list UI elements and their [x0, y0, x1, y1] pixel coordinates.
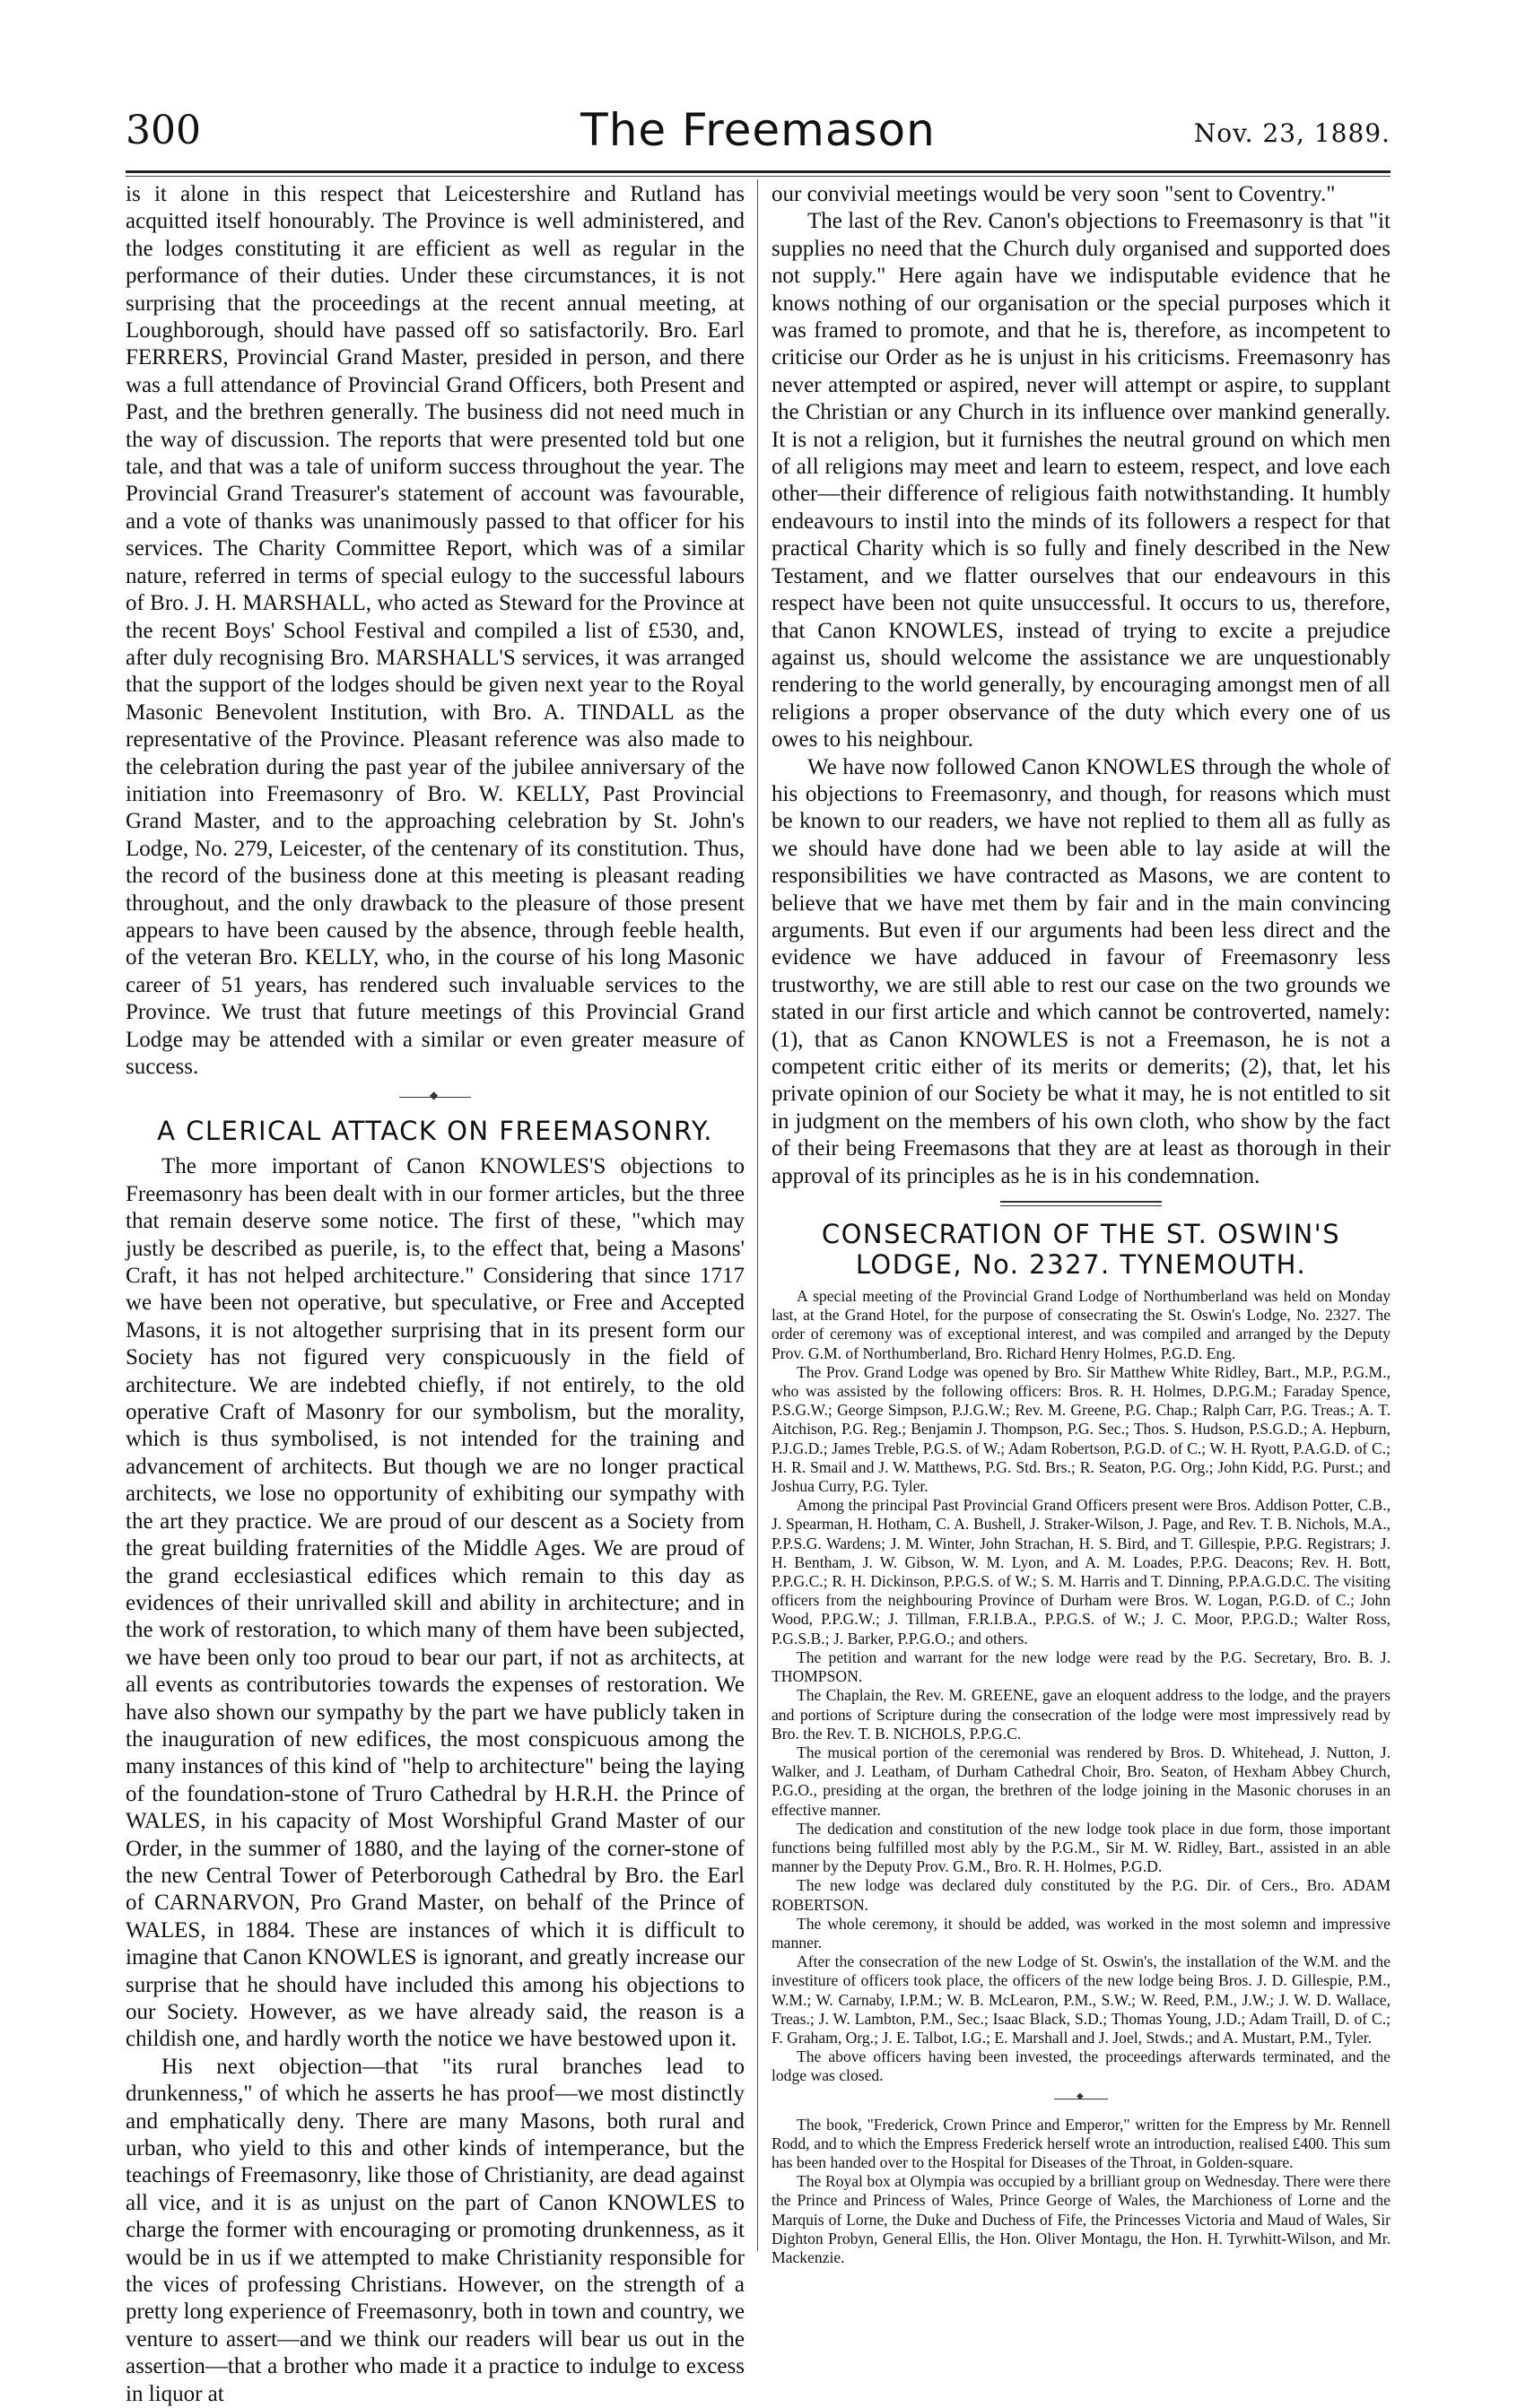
report-paragraph: The Prov. Grand Lodge was opened by Bro. Sir Matthew White Ridley, Bart., M.P., P.G.M., who was assisted by the following officers: Bros. R. H. Holmes, D.P.G.M.; Faraday Spence, P.S.G.W.; George Simpson, P.J.G.W.; Rev. M. Greene, P.G. Chap.; Ralph Carr, P.G. Treas.; A. T. Aitchison, P.G. Reg.; Benjamin J. Thompson, P.G. Sec.; Thos. S. Hudson, P.S.G.D.; A. Hepburn, P.J.G.D.; James Treble, P.G.S. of W.; Adam Robertson, P.G.D. of C.; W. H. Ryott, P.A.G.D. of C.; H. R. Smail and J. W. Matthews, P.G. Std. Brs.; R. Seaton, P.G. Org.; John Kidd, P.G. Purst.; and Joshua Curry, P.G. Tyler.	[772, 1362, 1391, 1496]
article-paragraph: His next objection—that "its rural branches lead to drunkenness," of which he asserts he has proof—we most distinctly and emphatically deny. There are many Masons, both rural and urban, who yield to this and other kinds of intemperance, but the teachings of Freemasonry, like those of Christianity, are dead against all vice, and it is as unjust on the part of Canon KNOWLES to charge the former with encouraging or promoting drunkenness, as it would be in us if we attempted to make Christianity responsible for the vices of professing Christians. However, on the strength of a pretty long experience of Freemasonry, both in town and country, we venture to assert—and we think our readers will bear us out in the assertion—that a brother who made it a practice to indulge to excess in liquor at	[126, 2054, 745, 2406]
consecration-report	[772, 1287, 1391, 2086]
masthead	[126, 104, 1391, 167]
article-continuation	[772, 181, 1391, 1190]
issue-date: Nov. 23, 1889.	[1193, 118, 1391, 148]
right-column	[772, 181, 1391, 2267]
report-paragraph: The new lodge was declared duly constituted by the P.G. Dir. of Cers., Bro. ADAM ROBERTSON.	[772, 1876, 1391, 1914]
column-divider	[757, 179, 758, 2251]
article-paragraph: The last of the Rev. Canon's objections to Freemasonry is that "it supplies no need that the Church duly organised and supported does not supply." Here again have we indisputable evidence that he knows nothing of our organisation or the special purposes which it was framed to promote, and that he is, therefore, as incompetent to criticise our Order as he is unjust in his criticisms. Freemasonry has never attempted or aspired, never will attempt or aspire, to supplant the Christian or any Church in its influence over mankind generally. It is not a religion, but it furnishes the neutral ground on which men of all religions may meet and learn to esteem, respect, and love each other—their difference of religious faith notwithstanding. It humbly endeavours to instil into the minds of its followers a respect for that practical Charity which is so fully and finely described in the New Testament, and we flatter ourselves that our endeavours in this respect have been not quite unsuccessful. It occurs to us, therefore, that Canon KNOWLES, instead of trying to excite a prejudice against us, should welcome the assistance we are unquestionably rendering to the world generally, by encouraging amongst men of all religions a proper observance of the duty which every one of us owes to his neighbour.	[772, 209, 1391, 752]
news-notes	[772, 2116, 1391, 2268]
header-rule	[126, 170, 1391, 173]
header-rule-thin	[126, 176, 1391, 177]
article-paragraph: The more important of Canon KNOWLES'S objections to Freemasonry has been dealt with in our former articles, but the three that remain deserve some notice. The first of these, "which may justly be described as puerile, is, to the effect that, being a Masons' Craft, it has not helped architecture." Considering that since 1717 we have been not operative, but speculative, or Free and Accepted Masons, it is not altogether surprising that in its present form our Society has not figured very conspicuously in the field of architecture. We are indebted chiefly, if not entirely, to the old operative Craft of Masonry for our symbolism, but the morality, which is thus symbolised, is not intended for the training and advancement of architects. But though we are no longer practical architects, we lose no opportunity of exhibiting our sympathy with the art they practice. We are proud of our descent as a Society from the great building fraternities of the Middle Ages. We are proud of the grand ecclesiastical edifices which remain to this day as evidences of their unrivalled skill and ability in architecture; and in the work of restoration, to which many of them have been subjected, we have been only too proud to bear our part, if not as architects, at all events as contributories towards the expenses of restoration. We have also shown our sympathy by the part we have publicly taken in the inauguration of new edifices, the most conspicuous among the many instances of this kind of "help to architecture" being the laying of the foundation-stone of Truro Cathedral by H.R.H. the Prince of WALES, in his capacity of Most Worshipful Grand Master of our Order, in the summer of 1880, and the laying of the corner-stone of the new Central Tower of Peterborough Cathedral by Bro. the Earl of CARNARVON, Pro Grand Master, on behalf of the Prince of WALES, in 1884. These are instances of which it is difficult to imagine that Canon KNOWLES is ignorant, and greatly increase our surprise that he should have included this among his objections to our Society. However, as we have already said, the reason is a childish one, and hardly worth the notice we have bestowed upon it.	[126, 1154, 745, 2052]
report-paragraph: The above officers having been invested, the proceedings afterwards terminated, and the lodge was closed.	[772, 2047, 1391, 2085]
report-paragraph: The whole ceremony, it should be added, was worked in the most solemn and impressive manner.	[772, 1914, 1391, 1952]
consecration-heading: CONSECRATION OF THE ST. OSWIN'S LODGE, No. 2327. TYNEMOUTH.	[821, 1219, 1341, 1281]
report-paragraph: The musical portion of the ceremonial was rendered by Bros. D. Whitehead, J. Nutton, J. Walker, and J. Leatham, of Durham Cathedral Choir, Bro. Seaton, of Hexham Abbey Church, P.G.O., presiding at the organ, the brethren of the lodge joining in the Masonic choruses in an effective manner.	[772, 1743, 1391, 1819]
report-paragraph: The dedication and constitution of the new lodge took place in due form, those important functions being fulfilled most ably by the P.G.M., Sir M. W. Ridley, Bart., assisted in an able manner by the Deputy Prov. G.M., Bro. R. H. Holmes, P.G.D.	[772, 1819, 1391, 1876]
report-paragraph: A special meeting of the Provincial Grand Lodge of Northumberland was held on Monday last, at the Grand Hotel, for the purpose of consecrating the St. Oswin's Lodge, No. 2327. The order of ceremony was of exceptional interest, and was compiled and arranged by the Deputy Prov. G.M. of Northumberland, Bro. Richard Henry Holmes, P.G.D. Eng.	[772, 1287, 1391, 1362]
section-double-rule	[1000, 1201, 1162, 1206]
article-heading: A CLERICAL ATTACK ON FREEMASONRY.	[157, 1116, 713, 1147]
report-paragraph: Among the principal Past Provincial Grand Officers present were Bros. Addison Potter, C.B., J. Spearman, H. Hotham, C. A. Bushell, J. Straker-Wilson, J. Page, and Rev. T. B. Nichols, M.A., P.P.S.G. Wardens; J. M. Winter, John Strachan, H. S. Bird, and T. Gillespie, P.P.G. Registrars; J. H. Bentham, J. W. Gibson, W. M. Lyon, and A. M. Loades, P.P.G. Deacons; Rev. H. Bott, P.P.G.C.; R. H. Dickinson, P.P.G.S. of W.; S. M. Harris and T. Dinning, P.P.A.G.D.C. The visiting officers from the neighbouring Province of Durham were Bros. W. Logan, P.G.D. of C.; John Wood, P.P.G.W.; J. Tillman, F.R.I.B.A., P.P.G.S. of W.; J. C. Moor, P.P.G.D.; Walter Ross, P.G.S.B.; J. Barker, P.P.G.O.; and others.	[772, 1496, 1391, 1647]
journal-title: The Freemason	[580, 104, 936, 156]
report-paragraph: The Chaplain, the Rev. M. GREENE, gave an eloquent address to the lodge, and the prayers and portions of Scripture during the consecration of the lodge were most impressively read by Bro. the Rev. T. B. NICHOLS, P.P.G.C.	[772, 1686, 1391, 1743]
page-number: 300	[126, 108, 201, 153]
article-paragraph: We have now followed Canon KNOWLES through the whole of his objections to Freemasonry, and though, for reasons which must be known to our readers, we have not replied to them all as fully as we should have done had we been able to lay aside at will the responsibilities we have contracted as Masons, we are content to believe that we have met them by fair and in the main convincing arguments. But even if our arguments had been less direct and the evidence we have adduced in favour of Freemasonry less trustworthy, we are still able to rest our case on the two grounds we stated in our first article and which cannot be controverted, namely: (1), that as Canon KNOWLES is not a Freemason, he is not a competent critic either of its merits or demerits; (2), that, let his private opinion of our Society be what it may, he is not entitled to sit in judgment on the members of his own cloth, who show by the fact of their being Freemasons that they are at least as thorough in their approval of its principles as he is in his condemnation.	[772, 754, 1391, 1188]
article-paragraph: our convivial meetings would be very soon "sent to Coventry."	[772, 182, 1336, 206]
report-paragraph: The petition and warrant for the new lodge were read by the P.G. Secretary, Bro. B. J. THOMPSON.	[772, 1647, 1391, 1686]
news-note: The book, "Frederick, Crown Prince and Emperor," written for the Empress by Mr. Rennell Rodd, and to which the Empress Frederick herself wrote an introduction, realised £400. This sum has been handed over to the Hospital for Diseases of the Throat, in Golden-square.	[772, 2115, 1391, 2171]
news-note: The Royal box at Olympia was occupied by a brilliant group on Wednesday. There were there the Prince and Princess of Wales, Prince George of Wales, the Marchioness of Lorne and the Marquis of Lorne, the Duke and Duchess of Fife, the Princesses Victoria and Maud of Wales, Sir Dighton Probyn, General Ellis, the Hon. Oliver Montagu, the Hon. H. Tyrwhitt-Wilson, and Mr. Mackenzie.	[772, 2172, 1391, 2266]
report-paragraph: After the consecration of the new Lodge of St. Oswin's, the installation of the W.M. and the investiture of officers took place, the officers of the new lodge being Bros. J. D. Gillespie, P.M., W.M.; W. Carnaby, I.P.M.; W. B. McLearon, P.M., S.W.; W. Reed, P.M., J.W.; J. W. D. Wallace, Treas.; J. W. Lambton, P.M., Sec.; Isaac Black, S.D.; Thomas Young, J.D.; Adam Traill, D. of C.; F. Graham, Org.; J. E. Talbot, I.G.; E. Marshall and J. Joel, Stwds.; and A. Mustart, P.M., Tyler.	[772, 1952, 1391, 2047]
left-column	[126, 181, 745, 2408]
leicestershire-paragraph: is it alone in this respect that Leicestershire and Rutland has acquitted itself honourably. The Province is well administered, and the lodges constituting it are efficient as well as regular in the performance of their duties. Under these circumstances, it is not surprising that the proceedings at the recent annual meeting, at Loughborough, should have passed off so satisfactorily. Bro. Earl FERRERS, Provincial Grand Master, presided in person, and there was a full attendance of Provincial Grand Officers, both Present and Past, and the brethren generally. The business did not need much in the way of discussion. The reports that were presented told but one tale, and that was a tale of uniform success throughout the year. The Provincial Grand Treasurer's statement of account was favourable, and a vote of thanks was unanimously passed to that officer for his services. The Charity Committee Report, which was of a similar nature, referred in terms of special eulogy to the successful labours of Bro. J. H. MARSHALL, who acted as Steward for the Province at the recent Boys' School Festival and compiled a list of £530, and, after duly recognising Bro. MARSHALL'S services, it was arranged that the support of the lodges should be given next year to the Royal Masonic Benevolent Institution, with Bro. A. TINDALL as the representative of the Province. Pleasant reference was also made to the celebration during the past year of the jubilee anniversary of the initiation into Freemasonry of Bro. W. KELLY, Past Provincial Grand Master, and to the approaching celebration by St. John's Lodge, No. 279, Leicester, of the centenary of its constitution. Thus, the record of the business done at this meeting is pleasant reading throughout, and the only drawback to the pleasure of those present appears to have been caused by the absence, through feeble health, of the veteran Bro. KELLY, who, in the course of his long Masonic career of 51 years, has rendered such invaluable services to the Province. We trust that future meetings of this Provincial Grand Lodge may be attended with a similar or even greater measure of success.	[126, 182, 745, 1079]
section-separator	[399, 1097, 471, 1098]
